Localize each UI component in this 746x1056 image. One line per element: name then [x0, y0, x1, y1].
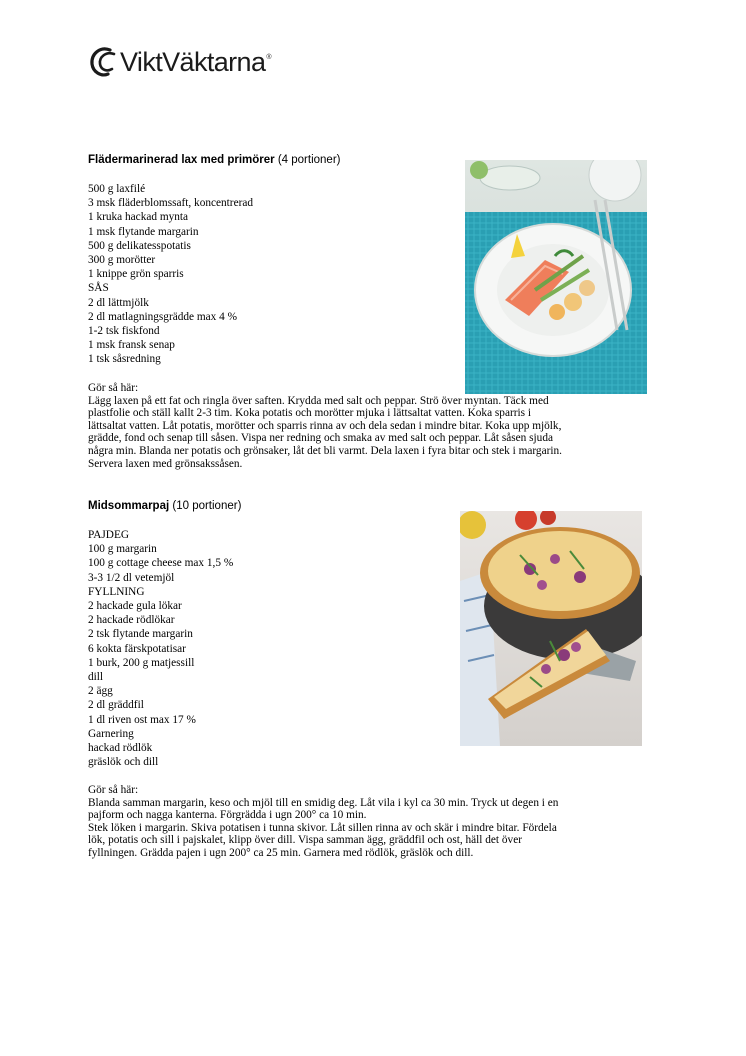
- method-line: Servera laxen med grönsakssåsen.: [88, 457, 243, 470]
- pie-slice-photo: [460, 511, 642, 746]
- ingredient-item: 3 msk fläderblomssaft, koncentrerad: [88, 197, 254, 210]
- method-line: Lägg laxen på ett fat och ringla över saften. Krydda med salt och peppar. Strö över myntan. Täck med: [88, 394, 549, 407]
- ingredient-item: 500 g laxfilé: [88, 183, 146, 195]
- ingredient-list-2: [88, 528, 233, 769]
- ingredient-item: Garnering: [88, 727, 134, 740]
- ingredient-item: 1 msk flytande margarin: [88, 225, 199, 238]
- brand-name: ViktVäktarna: [120, 46, 266, 77]
- ingredient-item: gräslök och dill: [88, 756, 159, 769]
- method-line: lättsaltat vatten. Låt potatis, morötter och sparris rinna av och dela sedan i mindre bitar. Koka upp mjölk,: [88, 419, 562, 432]
- salmon-plate-photo: [465, 160, 647, 394]
- method-1: [88, 382, 678, 470]
- ingredient-item: SÅS: [88, 282, 109, 295]
- method-heading: Gör så här:: [88, 382, 139, 394]
- ingredient-item: 2 ägg: [88, 685, 113, 698]
- ingredient-item: 1 dl riven ost max 17 %: [88, 713, 196, 726]
- ingredient-item: 1 msk fransk senap: [88, 339, 175, 352]
- registered-mark: ®: [266, 54, 272, 61]
- method-line: Stek löken i margarin. Skiva potatisen i tunna skivor. Låt sillen rinna av och skär i mindre bitar. Fördela: [88, 821, 557, 834]
- ingredient-item: 2 dl lättmjölk: [88, 296, 149, 309]
- ingredient-item: 2 tsk flytande margarin: [88, 628, 193, 641]
- ingredient-item: 6 kokta färskpotatisar: [88, 642, 186, 655]
- ingredient-item: FYLLNING: [88, 585, 145, 598]
- ingredient-item: 2 dl gräddfil: [88, 699, 144, 712]
- brand-logo: [88, 42, 272, 82]
- method-line: Blanda samman margarin, keso och mjöl till en smidig deg. Låt vila i kyl ca 30 min. Tryck ut degen i en: [88, 796, 559, 809]
- method-heading: Gör så här:: [88, 784, 139, 796]
- ingredient-item: dill: [88, 671, 104, 684]
- ingredient-item: 2 hackade rödlökar: [88, 614, 175, 627]
- ingredient-item: 1 kruka hackad mynta: [88, 211, 189, 224]
- method-line: några min. Blanda ner potatis och grönsaker, låt det bli varmt. Dela laxen i fyra bitar och stek i margarin.: [88, 444, 562, 457]
- ingredient-item: 1-2 tsk fiskfond: [88, 325, 160, 338]
- ingredient-item: 500 g delikatesspotatis: [88, 239, 191, 252]
- ingredient-item: 2 hackade gula lökar: [88, 600, 182, 613]
- method-line: plastfolie och ställ kallt 2-3 tim. Koka potatis och morötter mjuka i lättsaltat vatten. Koka sparris i: [88, 407, 531, 420]
- ingredient-item: PAJDEG: [88, 529, 130, 541]
- ingredient-item: 1 tsk såsredning: [88, 353, 161, 366]
- method-line: fyllningen. Grädda pajen i ugn 200° ca 25 min. Garnera med rödlök, gräslök och dill.: [88, 846, 474, 859]
- recipe-name: Midsommarpaj: [88, 500, 170, 512]
- recipe-title-2: [88, 500, 241, 512]
- ingredient-item: hackad rödlök: [88, 742, 153, 755]
- method-line: pajform och nagga kanterna. Förgrädda i ugn 200° ca 10 min.: [88, 809, 367, 822]
- viktvaktarna-logo-icon: [88, 44, 118, 80]
- ingredient-item: 100 g margarin: [88, 543, 157, 556]
- method-line: grädde, fond och senap till såsen. Vispa ner redning och smaka av med salt och peppar. Låt såsen sjuda: [88, 432, 553, 445]
- ingredient-item: 300 g morötter: [88, 254, 156, 267]
- recipe-portions: (10 portioner): [172, 500, 242, 512]
- ingredient-item: 100 g cottage cheese max 1,5 %: [88, 557, 234, 570]
- ingredient-list-1: [88, 182, 253, 367]
- recipe-portions: (4 portioner): [277, 154, 341, 166]
- ingredient-item: 1 knippe grön sparris: [88, 268, 184, 281]
- ingredient-item: 3-3 1/2 dl vetemjöl: [88, 571, 175, 584]
- recipe-title-1: [88, 154, 340, 166]
- recipe-name: Flädermarinerad lax med primörer: [88, 154, 275, 166]
- ingredient-item: 2 dl matlagningsgrädde max 4 %: [88, 310, 238, 323]
- method-line: lök, potatis och sill i pajskalet, klipp över dill. Vispa samman ägg, gräddfil och ost, häll det över: [88, 834, 522, 847]
- method-2: [88, 784, 678, 860]
- ingredient-item: 1 burk, 200 g matjessill: [88, 656, 195, 669]
